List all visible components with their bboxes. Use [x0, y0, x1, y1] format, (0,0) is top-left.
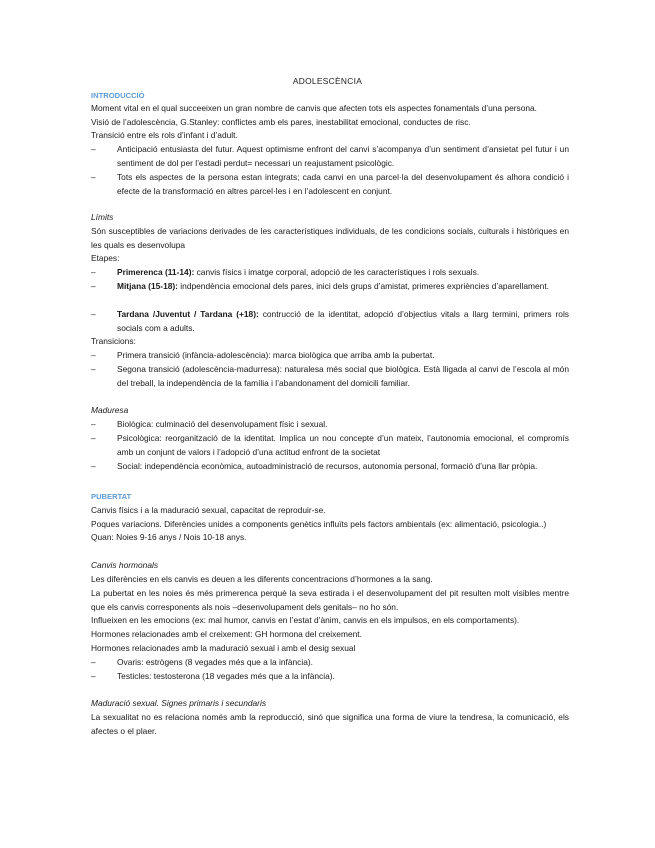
pubertat-line: Quan: Noies 9-16 anys / Nois 10-18 anys.: [91, 532, 247, 542]
hormonals-heading: Canvis hormonals: [91, 560, 159, 570]
bullet-dash: –: [91, 172, 96, 182]
pubertat-line: Canvis físics i a la maduració sexual, capacitat de reproduir-se.: [91, 505, 326, 515]
doc-title: ADOLESCÈNCIA: [292, 76, 363, 86]
pubertat-heading: PUBERTAT: [91, 492, 132, 501]
etapa-term: Tardana /Juventut / Tardana (+18):: [117, 309, 259, 319]
intro-line: Moment vital en el qual succeeixen un gran nombre de canvis que afecten tots els aspectes fonamentals d’una persona.: [91, 103, 538, 113]
list-item: – Primera transició (infància-adolescència): marca biològica que arriba amb la pubertat.: [91, 350, 435, 360]
list-item: – Social: independència econòmica, autoadministració de recursos, autonomia personal, formació d’una llar pròpia.: [91, 461, 538, 471]
limits-text: Són susceptibles de variacions derivades de les característiques individuals, de les condicions socials, culturals i històriques en les quals es desenvolupa: [91, 226, 569, 250]
signes-text: La sexualitat no es relaciona només amb la reproducció, sinó que significa una forma de viure la tendresa, la comunicació, els afectes o el plaer.: [91, 712, 569, 736]
etapes-label: Etapes:: [91, 253, 120, 263]
list-item: – Mitjana (15-18): indpendència emocional dels pares, inici dels grups d’amistat, primeres expriències d’aparellament.: [91, 281, 549, 291]
signes-heading: Maduració sexual. Signes primaris i secundaris: [91, 698, 267, 708]
pubertat-line: Poques variacions. Diferències unides a components genètics influïts pels factors ambientals (ex: alimentació, psicologia..): [91, 519, 547, 529]
hormonals-line: La pubertat en les noies és més primerenca perquè la seva estirada i el desenvolupament del pit resulten molt visibles mentre que els canvis corresponents als nois –desenvolupament dels genitals– no ho són.: [91, 588, 569, 612]
intro-heading: INTRODUCCIÓ: [91, 91, 145, 100]
list-item: – Primerenca (11-14): canvis físics i imatge corporal, adopció de les característiques i rols sexuals.: [91, 267, 480, 277]
list-item: – Tardana /Juventut / Tardana (+18): contrucció de la identitat, adopció d’objectius vitals a llarg termini, primers rols socials com a adults.: [91, 309, 569, 333]
list-item: – Ovaris: estrògens (8 vegades més que a la infància).: [91, 657, 313, 667]
transicions-label: Transicions:: [91, 336, 136, 346]
list-item: – Anticipació entusiasta del futur. Aquest optimisme enfront del canvi s’acompanya d’un sentiment d’ansietat pel futur i un sentiment de dol per l’estadi perdut= necessari un reajustament psicològic.: [91, 144, 569, 168]
list-item: – Testicles: testosterona (18 vegades més que a la infància).: [91, 671, 335, 681]
etapa-term: Primerenca (11-14):: [117, 267, 195, 277]
hormonals-line: Hormones relacionades amb la maduració sexual i amb el desig sexual: [91, 643, 356, 653]
limits-heading: Límits: [91, 212, 114, 222]
hormonals-line: Hormones relacionades amb el creixement: GH hormona del creixement.: [91, 629, 362, 639]
intro-line: Visió de l’adolescència, G.Stanley: conflictes amb els pares, inestabilitat emocional, conductes de risc.: [91, 117, 471, 127]
list-item: – Tots els aspectes de la persona estan integrats; cada canvi en una parcel·la del desenvolupament és alhora condició i efecte de la transformació en altres parcel·les i en l’adolescent en conjunt.: [91, 172, 569, 196]
list-item: – Biològica: culminació del desenvolupament físic i sexual.: [91, 419, 328, 429]
list-item: – Psicològica: reorganització de la identitat. Implica un nou concepte d’un mateix, l’autonomia emocional, el compromís amb un conjunt de valors i l’adopció d’una actitud enfront de la societat: [91, 433, 569, 457]
hormonals-line: Influeixen en les emocions (ex: mal humor, canvis en l’estat d’ànim, canvis en els impulsos, en els comportaments).: [91, 615, 520, 625]
hormonals-line: Les diferències en els canvis es deuen a les diferents concentracions d’hormones a la sang.: [91, 574, 433, 584]
etapa-term: Mitjana (15-18):: [117, 281, 178, 291]
bullet-dash: –: [91, 144, 96, 154]
list-item: – Segona transició (adolescència-madurresa): naturalesa més social que biològica. Està lligada al canvi de l’escola al món del treball, la independència de la família i l’abandonament del domicili familiar.: [91, 364, 569, 388]
intro-line: Transició entre els rols d’infant i d’adult.: [91, 130, 238, 140]
maduresa-heading: Maduresa: [91, 405, 129, 415]
